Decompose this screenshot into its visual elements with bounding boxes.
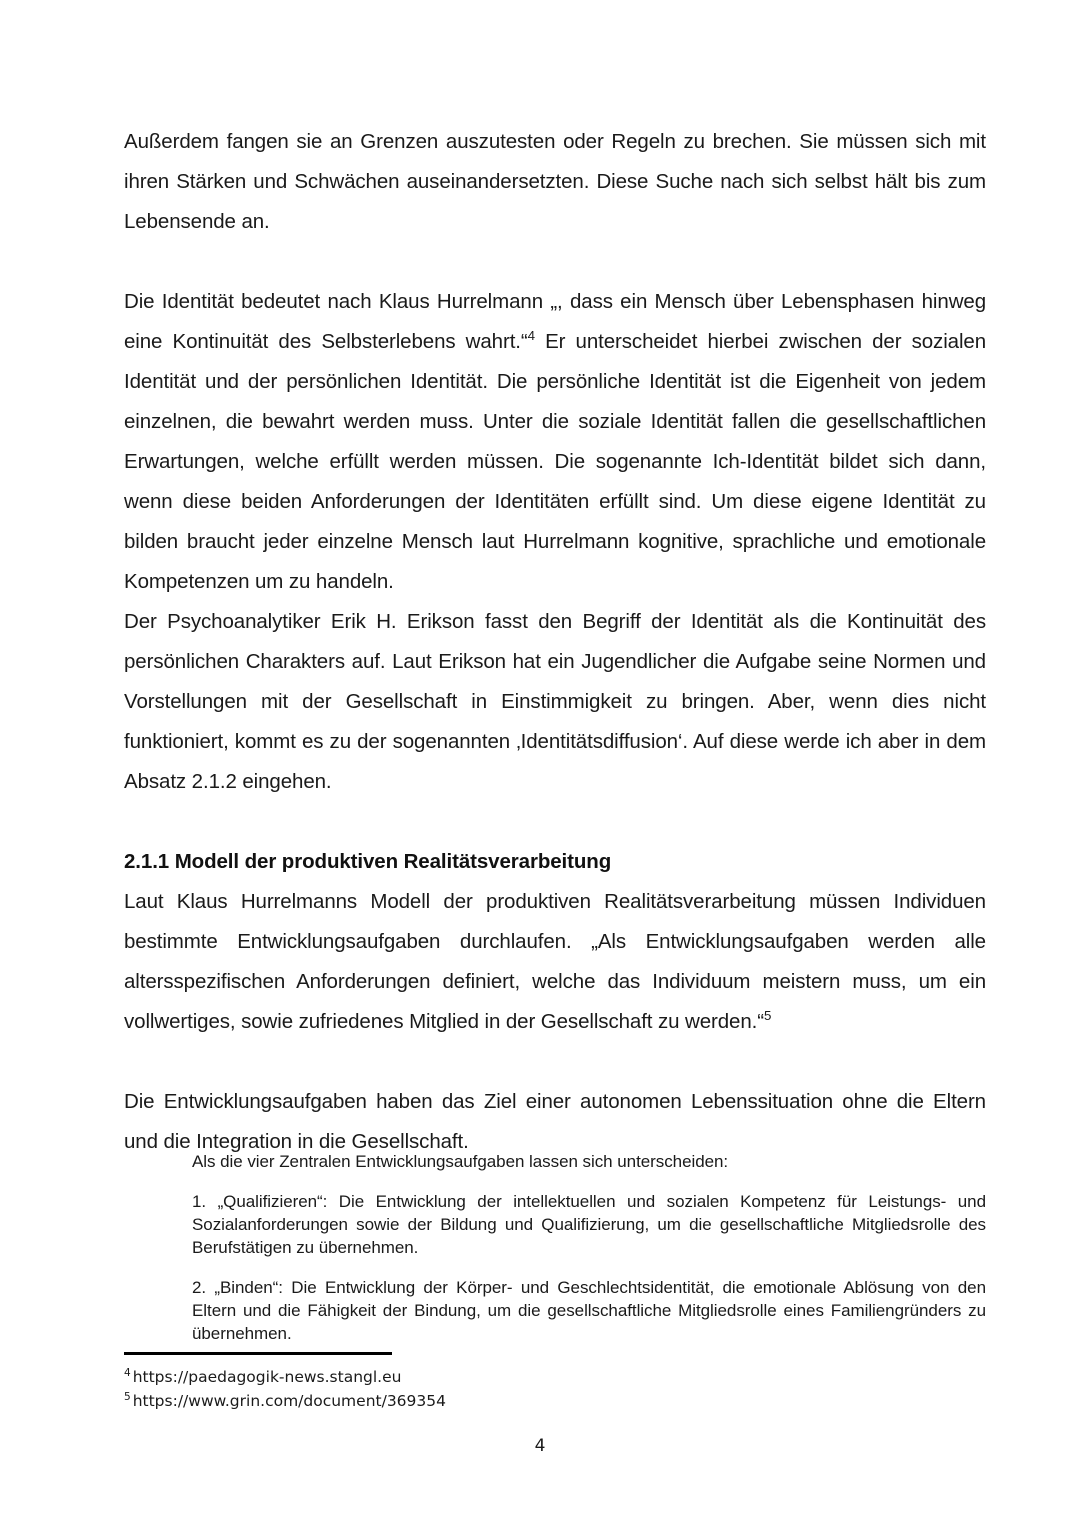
- paragraph-identitaet-text-2: Er unterscheidet hierbei zwischen der sozialen Identität und der persönlichen Identität. Die persönliche Identität ist die Eigenheit von jedem einzelnen, die bewahrt werden muss. Unter die soziale Identität fallen die gesellschaftlichen Erwartungen, welche erfüllt werden müssen. Die sogenannte Ich-Identität bildet sich dann, wenn diese beiden Anforderungen der Identitäten erfüllt sind. Um diese eigene Identität zu bilden braucht jeder einzelne Mensch laut Hurrelmann kognitive, sprachliche und emotionale Kompetenzen um zu handeln.: [124, 330, 987, 593]
- footnote-separator-rule: [124, 1352, 392, 1355]
- quote-intro-line: Als die vier Zentralen Entwicklungsaufgaben lassen sich unterscheiden:: [192, 1152, 729, 1171]
- heading-top-spacer: [124, 802, 986, 842]
- quote-list-item-2: 2. „Binden“: Die Entwicklung der Körper- und Geschlechtsidentität, die emotionale Ablösung von den Eltern und die Fähigkeit der Bindung, um die gesellschaftliche Mitgliedsrolle eines Familiengründers zu übernehmen.: [192, 1278, 986, 1343]
- footnote-marker-5: 5: [124, 1390, 131, 1403]
- paragraph-spacer-2: [124, 1042, 986, 1082]
- section-heading-2-1-1: 2.1.1 Modell der produktiven Realitätsverarbeitung: [124, 850, 612, 873]
- paragraph-modell-text: Laut Klaus Hurrelmanns Modell der produktiven Realitätsverarbeitung müssen Individuen bestimmte Entwicklungsaufgaben durchlaufen. „Als Entwicklungsaufgaben werden alle altersspezifischen Anforderungen definiert, welche das Individuum meistern muss, um ein vollwertiges, sowie zufriedenes Mitglied in der Gesellschaft zu werden.“: [124, 890, 986, 1033]
- paragraph-intro: Außerdem fangen sie an Grenzen auszutesten oder Regeln zu brechen. Sie müssen sich mit ihren Stärken und Schwächen auseinandersetzten. Diese Suche nach sich selbst hält bis zum Lebensende an.: [124, 130, 986, 233]
- paragraph-modell-realitaetsverarbeitung: [124, 882, 986, 1042]
- paragraph-spacer: [124, 242, 986, 282]
- quote-list-item-1: 1. „Qualifizieren“: Die Entwicklung der intellektuellen und sozialen Kompetenz für Leistungs- und Sozialanforderungen sowie der Bildung und Qualifizierung, um die gesellschaftliche Mitgliedsrolle des Berufstätigen zu übernehmen.: [192, 1192, 986, 1257]
- paragraph-entwicklungsaufgaben-ziel: Die Entwicklungsaufgaben haben das Ziel einer autonomen Lebenssituation ohne die Eltern und die Integration in die Gesellschaft.: [124, 1090, 986, 1153]
- paragraph-erikson: Der Psychoanalytiker Erik H. Erikson fasst den Begriff der Identität als die Kontinuität des persönlichen Charakters auf. Laut Erikson hat ein Jugendlicher die Aufgabe seine Normen und Vorstellungen mit der Gesellschaft in Einstimmigkeit zu bringen. Aber, wenn dies nicht funktioniert, kommt es zu der sogenannten ‚Identitätsdiffusion‘. Auf diese werde ich aber in dem Absatz 2.1.2 eingehen.: [124, 610, 986, 793]
- page-body-content: [124, 122, 986, 1162]
- paragraph-identitaet-text-1: Die Identität bedeutet nach Klaus Hurrelmann „, dass ein Mensch über Lebensphasen hinweg eine Kontinuität des Selbsterlebens wahrt.“: [124, 290, 986, 353]
- footnote-area: [124, 1352, 986, 1413]
- footnote-marker-4: 4: [124, 1366, 131, 1379]
- footnote-entry-5: [124, 1389, 986, 1413]
- footnote-entry-4: [124, 1365, 986, 1389]
- page-number: 4: [534, 1436, 546, 1456]
- footnote-url-5[interactable]: https://www.grin.com/document/369354: [132, 1392, 446, 1410]
- footnote-reference-5[interactable]: 5: [763, 1008, 772, 1024]
- footnote-url-4[interactable]: https://paedagogik-news.stangl.eu: [132, 1368, 402, 1386]
- footnote-reference-4[interactable]: 4: [527, 328, 535, 344]
- indented-quote-block: [192, 1150, 986, 1345]
- paragraph-identitaet-hurrelmann: [124, 282, 986, 602]
